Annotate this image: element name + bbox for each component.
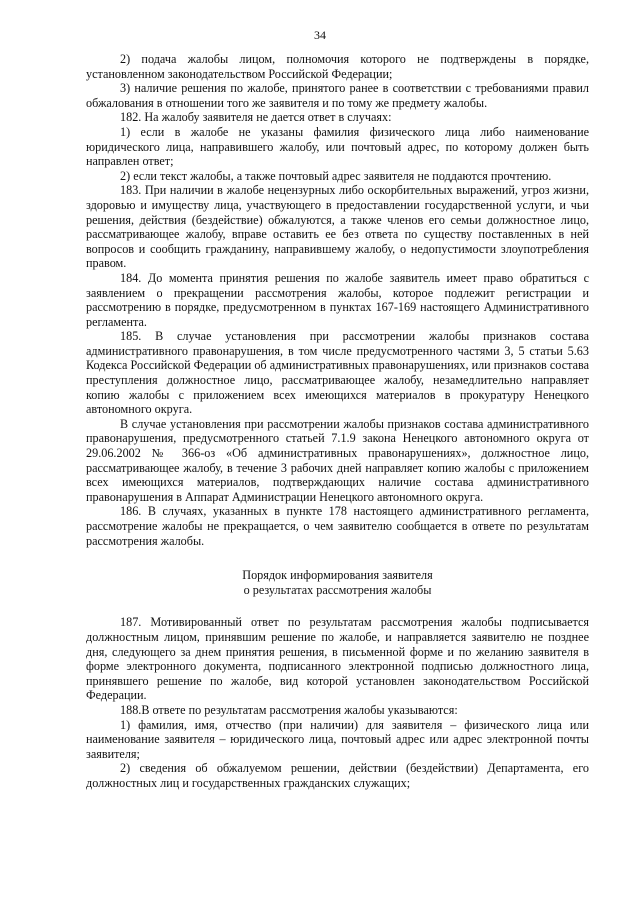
paragraph-182-item-1: 1) если в жалобе не указаны фамилия физического лица либо наименование юридического лица, направившего жалобу, или почтовый адрес, по которому должен быть направлен ответ;	[86, 124, 589, 169]
paragraph-item-3-prior-decision: 3) наличие решения по жалобе, принятого ранее в соответствии с требованиями правил обжалования в отношении того же заявителя и по тому же предмету жалобы.	[86, 81, 589, 110]
paragraph-185-continued: В случае установления при рассмотрении жалобы признаков состава административного правонарушения, предусмотренного статьей 7.1.9 закона Ненецкого автономного округа от 29.06.2002 № 366-оз «Об административных правонарушениях», должностное лицо, рассматривающее жалобу, в течение 3 рабочих дней направляет копию жалобы с приложением всех имеющихся материалов, подтверждающих наличие состава административного правонарушения в Аппарат Администрации Ненецкого автономного округа.	[86, 416, 589, 504]
paragraph-186: 186. В случаях, указанных в пункте 178 настоящего административного регламента, рассмотрение жалобы не прекращается, о чем заявителю сообщается в ответе по результатам рассмотрения жалобы.	[86, 504, 589, 548]
paragraph-187: 187. Мотивированный ответ по результатам рассмотрения жалобы подписывается должностным лицом, принявшим решение по жалобе, и направляется заявителю не позднее дня, следующего за днем принятия решения, в письменной форме и по желанию заявителя в форме электронного документа, подписанного электронной подписью должностного лица, принявшего решение по жалобе, вид которой установлен законодательством Российской Федерации.	[86, 615, 589, 703]
page-number: 34	[314, 28, 326, 42]
paragraph-188: 188.В ответе по результатам рассмотрения жалобы указываются:	[120, 702, 458, 717]
paragraph-item-2-submission: 2) подача жалобы лицом, полномочия которого не подтверждены в порядке, установленном законодательством Российской Федерации;	[86, 52, 589, 81]
paragraph-182-item-2: 2) если текст жалобы, а также почтовый адрес заявителя не поддаются прочтению.	[120, 168, 552, 183]
paragraph-188-item-1: 1) фамилия, имя, отчество (при наличии) для заявителя – физического лица или наименование заявителя – юридического лица, почтовый адрес или адрес электронной почты заявителя;	[86, 717, 589, 761]
paragraph-183: 183. При наличии в жалобе нецензурных либо оскорбительных выражений, угроз жизни, здоровью и имуществу лица, участвующего в предоставлении государственной услуги, и чьи решения, действия (бездействие) обжалуются, а также членов его семьи должностное лицо, рассматривающее жалобу, вправе оставить ее без ответа по существу поставленных в ней вопросов и сообщить гражданину, направившему жалобу, о недопустимости злоупотребления правом.	[86, 183, 589, 271]
paragraph-185: 185. В случае установления при рассмотрении жалобы признаков состава административного правонарушения, в том числе предусмотренного частями 3, 5 статьи 5.63 Кодекса Российской Федерации об административных правонарушениях, или признаков состава преступления должностное лицо, рассматривающее жалобу, незамедлительно направляет копию жалобы с приложением всех имеющихся материалов в прокуратуру Ненецкого автономного округа.	[86, 329, 589, 417]
paragraph-188-item-2: 2) сведения об обжалуемом решении, действии (бездействии) Департамента, его должностных лиц и государственных гражданских служащих;	[86, 761, 589, 790]
document-body	[86, 52, 589, 791]
paragraph-184: 184. До момента принятия решения по жалобе заявитель имеет право обратиться с заявлением о прекращении рассмотрения жалобы, которое подлежит регистрации и рассмотрению в порядке, предусмотренном в пунктах 167-169 настоящего Административного регламента.	[86, 270, 589, 329]
paragraph-182: 182. На жалобу заявителя не дается ответ в случаях:	[120, 110, 392, 125]
section-heading-line-2: о результатах рассмотрения жалобы	[243, 582, 432, 597]
section-heading-line-1: Порядок информирования заявителя	[242, 568, 433, 583]
